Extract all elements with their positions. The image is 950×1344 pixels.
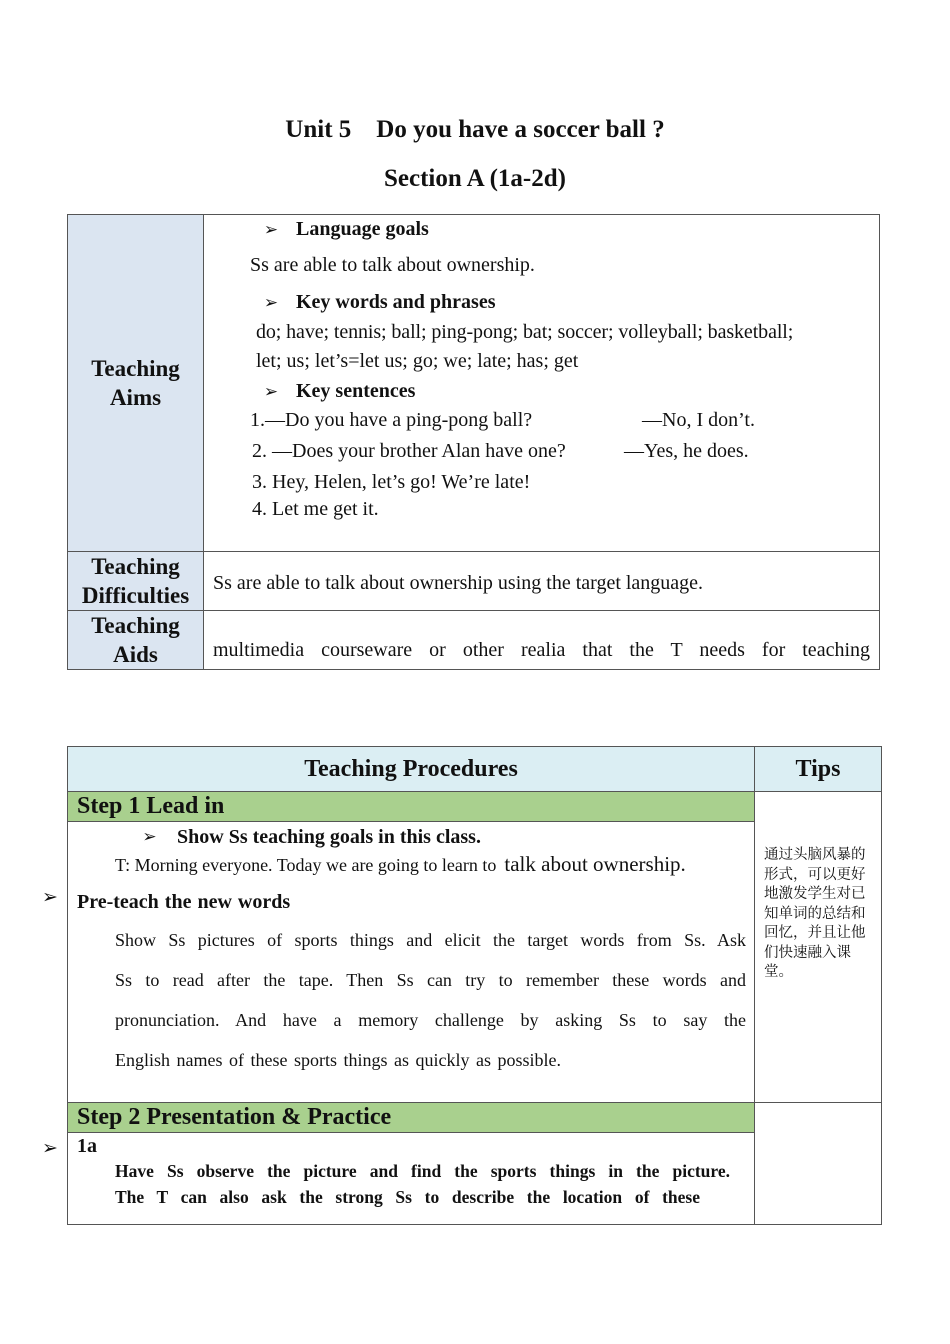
teacher-line-part-1: T: Morning everyone. Today we are going to learn to [115,855,497,875]
preteach-line-1: Show Ss pictures of sports things and elicit the target words from Ss. Ask [115,930,746,950]
step1-tips: 通过头脑风暴的形式，可以更好地激发学生对已知单词的总结和回忆，并且让他们快速融入课堂。 [755,792,882,1103]
step2-title: Step 2 Presentation & Practice [68,1103,755,1133]
step2-line-1: Have Ss observe the picture and find the sports things in the picture. [115,1161,730,1181]
arrowhead-bullet-icon: ➢ [42,1137,58,1159]
teaching-difficulties-label: Teaching Difficulties [68,552,204,611]
difficulties-text: Ss are able to talk about ownership using the target language. [204,552,880,611]
teacher-line-part-2: talk about ownership. [504,852,686,876]
key-words-bullet [246,289,879,316]
key-words-heading: Key words and phrases [296,291,496,313]
step2-line-2: The T can also ask the strong Ss to describe the location of these [115,1187,700,1207]
step2-tips [755,1103,882,1225]
sentence-2 [252,440,879,467]
section-title: Section A (1a-2d) [384,165,566,192]
arrowhead-bullet-icon: ➢ [142,827,157,847]
key-words-line-2: let; us; let’s=let us; go; we; late; has; get [256,350,579,372]
sentence-1 [250,409,879,436]
unit-title: Unit 5 Do you have a soccer ball ? [285,116,665,143]
step1-content [68,822,755,1103]
show-goals-bullet [122,824,754,850]
sentence-1-answer: —No, I don’t. [642,409,755,431]
preteach-line-2: Ss to read after the tape. Then Ss can try to remember these words and [115,970,746,990]
sentence-3: 3. Hey, Helen, let’s go! We’re late! [252,471,531,493]
key-sentences-heading: Key sentences [296,380,416,402]
teaching-aims-table [67,214,880,670]
difficulties-row [68,552,880,611]
tips-column-header: Tips [755,747,882,792]
aims-content [204,215,880,552]
show-goals-text: Show Ss teaching goals in this class. [177,825,481,848]
procedures-column-header: Teaching Procedures [68,747,755,792]
arrowhead-bullet-icon: ➢ [263,292,279,313]
aids-row [68,611,880,670]
language-goals-text: Ss are able to talk about ownership. [250,254,535,276]
language-goals-bullet [246,216,879,243]
language-goals-heading: Language goals [296,218,429,240]
procedures-header-row [68,747,882,792]
teaching-aids-label: Teaching Aids [68,611,204,670]
sentence-2-answer: —Yes, he does. [624,440,749,462]
step2-content [68,1133,755,1225]
aids-text: multimedia courseware or other realia that the T needs for teaching [204,611,880,670]
arrowhead-bullet-icon: ➢ [42,886,58,908]
sentence-2-question: 2. —Does your brother Alan have one? [252,440,566,462]
aims-row [68,215,880,552]
preteach-line-3: pronunciation. And have a memory challenge by asking Ss to say the [115,1010,746,1030]
step1-title: Step 1 Lead in [68,792,755,822]
sentence-1-question: 1.—Do you have a ping-pong ball? [250,409,533,431]
key-sentences-bullet [246,378,879,405]
step2-paragraph [115,1161,730,1208]
step2-subheading: 1a [77,1135,97,1157]
teaching-aims-label: Teaching Aims [68,215,204,552]
preteach-heading: Pre-teach the new words [77,891,291,913]
key-words-line-1: do; have; tennis; ball; ping-pong; bat; soccer; volleyball; basketball; [256,321,794,343]
teaching-procedures-table [67,746,882,1225]
teacher-line [115,852,754,877]
step2-title-row [68,1103,882,1133]
preteach-line-4: English names of these sports things as quickly as possible. [115,1050,561,1070]
sentence-4: 4. Let me get it. [252,498,379,520]
preteach-paragraph [115,930,746,1071]
arrowhead-bullet-icon: ➢ [263,381,279,402]
step1-title-row [68,792,882,822]
arrowhead-bullet-icon: ➢ [263,219,279,240]
